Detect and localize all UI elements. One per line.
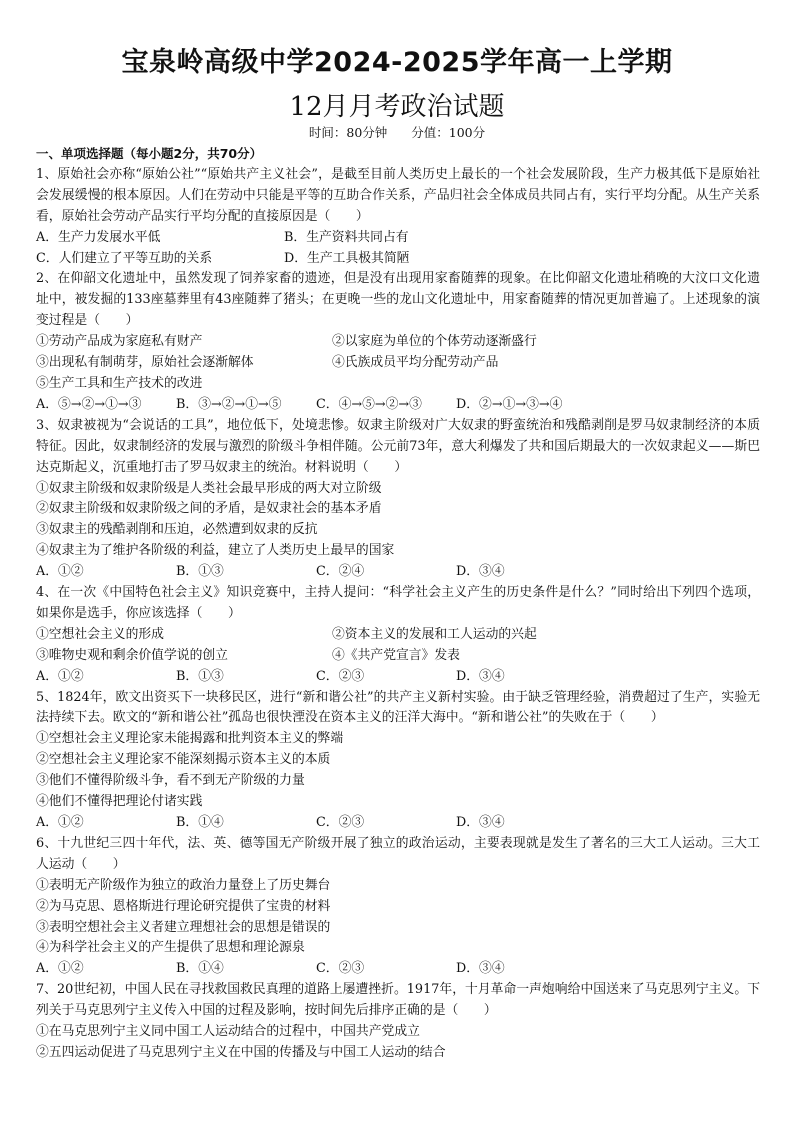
statement-item: ③唯物史观和剩余价值学说的创立 xyxy=(36,647,228,663)
statement-item: ②奴隶主阶级和奴隶阶级之间的矛盾，是奴隶社会的基本矛盾 xyxy=(36,501,382,517)
option: D．生产工具极其简陋 xyxy=(284,250,410,266)
option: B．①③ xyxy=(176,668,224,684)
statement-item: ④《共产党宣言》发表 xyxy=(332,647,460,663)
option: A．①② xyxy=(36,564,84,580)
question-stem: 2、在仰韶文化遗址中，虽然发现了饲养家畜的遗迹，但是没有出现用家畜随葬的现象。在比仰韶文化遗址稍晚的大汶口文化遗址中，被发掘的133座墓葬里有43座随葬了猪头；在更晚一些的龙山文化遗址中，用家畜随葬的情况更加普遍了。上述现象的演变过程是（ ） xyxy=(36,271,760,329)
option: D．②→①→③→④ xyxy=(456,396,563,412)
option: B．生产资料共同占有 xyxy=(284,229,409,245)
option-row xyxy=(36,228,760,249)
option: B．①④ xyxy=(176,815,224,830)
option: C．②③ xyxy=(316,668,365,684)
option: C．②④ xyxy=(316,564,365,580)
option: C．②③ xyxy=(316,961,365,977)
statement-item: ①奴隶主阶级和奴隶阶级是人类社会最早形成的两大对立阶级 xyxy=(36,480,382,496)
statement-item: ①空想社会主义理论家未能揭露和批判资本主义的弊端 xyxy=(36,731,344,747)
option-row xyxy=(36,813,760,834)
statement-item: ④奴隶主为了维护各阶级的利益，建立了人类历史上最早的国家 xyxy=(36,543,395,559)
option: C．④→⑤→②→③ xyxy=(316,396,422,412)
statement-item: ③奴隶主的残酷剥削和压迫，必然遭到奴隶的反抗 xyxy=(36,522,318,538)
option: D．③④ xyxy=(456,668,505,684)
option: B．①③ xyxy=(176,564,224,580)
statement-item: ③表明空想社会主义者建立理想社会的思想是错误的 xyxy=(36,919,331,935)
question-stem: 6、十九世纪三四十年代，法、英、德等国无产阶级开展了独立的政治运动，主要表现就是发生了著名的三大工人运动。三大工人运动（ ） xyxy=(36,835,760,872)
statement-item: ②以家庭为单位的个体劳动逐渐盛行 xyxy=(332,334,537,350)
exam-content xyxy=(36,144,760,1064)
statement-item: ③出现私有制萌芽，原始社会逐渐解体 xyxy=(36,355,254,371)
exam-score: 分值：100分 xyxy=(411,125,486,140)
item-row xyxy=(36,332,760,353)
option: B．①④ xyxy=(176,961,224,977)
option: A．生产力发展水平低 xyxy=(36,229,161,245)
question-stem: 3、奴隶被视为“会说话的工具”，地位低下，处境悲惨。奴隶主阶级对广大奴隶的野蛮统治和残酷剥削是罗马奴隶制经济的本质特征。因此，奴隶制经济的发展与激烈的阶级斗争相伴随。公元前73年，意大利爆发了共和国后期最大的一次奴隶起义——斯巴达克斯起义，沉重地打击了罗马奴隶主的统治。材料说明（ ） xyxy=(36,417,760,475)
section-heading: 一、单项选择题（每小题2分，共70分） xyxy=(36,146,263,161)
option: A．①② xyxy=(36,668,84,684)
item-row xyxy=(36,625,760,646)
option: C．人们建立了平等互助的关系 xyxy=(36,250,213,266)
option: D．③④ xyxy=(456,961,505,977)
option-row xyxy=(36,667,760,688)
statement-item: ①表明无产阶级作为独立的政治力量登上了历史舞台 xyxy=(36,877,331,893)
question-stem: 7、20世纪初，中国人民在寻找救国救民真理的道路上屡遭挫折。1917年，十月革命一声炮响给中国送来了马克思列宁主义。下列关于马克思列宁主义传入中国的过程及影响，按时间先后排序正确的是（ ） xyxy=(36,982,760,1019)
statement-item: ⑤生产工具和生产技术的改进 xyxy=(36,375,203,391)
statement-item: ①空想社会主义的形成 xyxy=(36,626,164,642)
option-row xyxy=(36,395,760,416)
question-stem: 4、在一次《中国特色社会主义》知识竞赛中，主持人提问：“科学社会主义产生的历史条件是什么？”同时给出下列四个选项，如果你是选手，你应该选择（ ） xyxy=(36,585,760,621)
exam-time: 时间：80分钟 xyxy=(308,125,388,140)
statement-item: ②五四运动促进了马克思列宁主义在中国的传播及与中国工人运动的结合 xyxy=(36,1044,446,1060)
option: D．③④ xyxy=(456,564,505,580)
statement-item: ③他们不懂得阶级斗争，看不到无产阶级的力量 xyxy=(36,773,305,789)
statement-item: ④他们不懂得把理论付诸实践 xyxy=(36,794,203,810)
option: A．①② xyxy=(36,961,84,977)
item-row xyxy=(36,646,760,667)
option: D．③④ xyxy=(456,815,505,830)
option-row xyxy=(36,562,760,583)
item-row xyxy=(36,353,760,374)
option: C．②③ xyxy=(316,815,365,830)
statement-item: ④为科学社会主义的产生提供了思想和理论源泉 xyxy=(36,940,305,956)
exam-title: 宝泉岭高级中学2024-2025学年高一上学期 xyxy=(121,47,673,78)
option: A．⑤→②→①→③ xyxy=(36,396,142,412)
statement-item: ①劳动产品成为家庭私有财产 xyxy=(36,334,203,350)
question-stem: 5、1824年，欧文出资买下一块移民区，进行“新和谐公社”的共产主义新村实验。由于缺乏管理经验，消费超过了生产，实验无法持续下去。欧文的“新和谐公社”孤岛也很快湮没在资本主义的汪洋大海中。“新和谐公社”的失败在于（ ） xyxy=(36,689,760,726)
statement-item: ②为马克思、恩格斯进行理论研究提供了宝贵的材料 xyxy=(36,898,331,914)
option: B．③→②→①→⑤ xyxy=(176,396,282,412)
option-row xyxy=(36,249,760,270)
option-row xyxy=(36,959,760,980)
exam-subtitle: 12月月考政治试题 xyxy=(289,92,505,122)
statement-item: ②资本主义的发展和工人运动的兴起 xyxy=(332,626,537,642)
statement-item: ②空想社会主义理论家不能深刻揭示资本主义的本质 xyxy=(36,752,331,768)
exam-meta xyxy=(0,123,794,141)
statement-item: ①在马克思列宁主义同中国工人运动结合的过程中，中国共产党成立 xyxy=(36,1024,420,1040)
option: A．①② xyxy=(36,815,84,830)
statement-item: ④氏族成员平均分配劳动产品 xyxy=(332,355,499,371)
question-stem: 1、原始社会亦称“原始公社”“原始共产主义社会”，是截至目前人类历史上最长的一个社会发展阶段，生产力极其低下是原始社会发展缓慢的根本原因。人们在劳动中只能是平等的互助合作关系，产品归社会全体成员共同占有，实行平均分配。从生产关系看，原始社会劳动产品实行平均分配的直接原因是（ ） xyxy=(36,166,760,224)
